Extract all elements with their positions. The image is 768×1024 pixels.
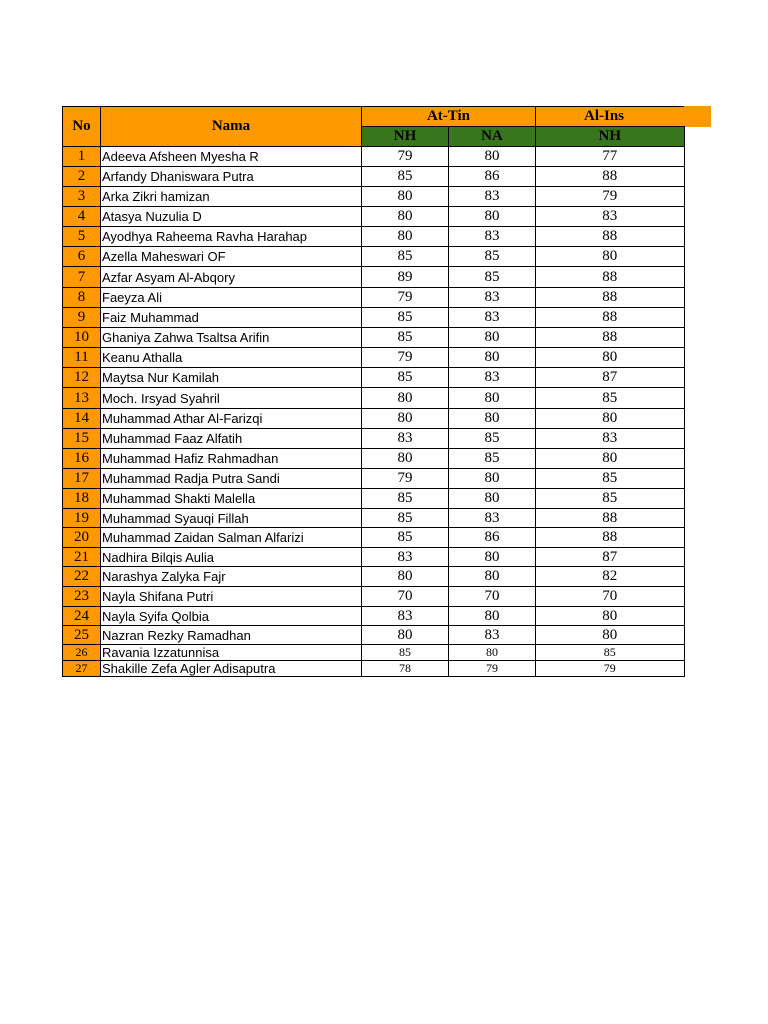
row-number[interactable]: 10 xyxy=(63,328,101,348)
table-row xyxy=(63,368,685,388)
score-at-tin-nh[interactable]: 79 xyxy=(362,348,449,368)
score-al-ins-nh[interactable]: 85 xyxy=(536,645,685,661)
student-name[interactable]: Muhammad Faaz Alfatih xyxy=(101,429,362,449)
score-al-ins-nh[interactable]: 79 xyxy=(536,661,685,677)
score-al-ins-nh[interactable]: 83 xyxy=(536,429,685,449)
student-name[interactable]: Atasya Nuzulia D xyxy=(101,207,362,227)
row-number[interactable]: 16 xyxy=(63,449,101,469)
header-row-top xyxy=(63,107,685,127)
student-name[interactable]: Arka Zikri hamizan xyxy=(101,187,362,207)
score-al-ins-nh[interactable]: 87 xyxy=(536,548,685,567)
student-name[interactable]: Nazran Rezky Ramadhan xyxy=(101,626,362,645)
row-number[interactable]: 1 xyxy=(63,147,101,167)
table-row xyxy=(63,147,685,167)
row-number[interactable]: 23 xyxy=(63,587,101,607)
score-at-tin-nh[interactable]: 78 xyxy=(362,661,449,677)
header-sub-nh[interactable]: NH xyxy=(362,127,449,147)
table-row xyxy=(63,328,685,348)
score-at-tin-nh[interactable]: 70 xyxy=(362,587,449,607)
score-at-tin-na[interactable]: 83 xyxy=(449,308,536,328)
score-at-tin-nh[interactable]: 80 xyxy=(362,187,449,207)
table-row xyxy=(63,267,685,288)
student-name[interactable]: Muhammad Zaidan Salman Alfarizi xyxy=(101,528,362,548)
score-at-tin-na[interactable]: 80 xyxy=(449,409,536,429)
score-al-ins-nh[interactable]: 70 xyxy=(536,587,685,607)
table-row xyxy=(63,227,685,247)
score-al-ins-nh[interactable]: 83 xyxy=(536,207,685,227)
row-number[interactable]: 7 xyxy=(63,267,101,288)
student-name[interactable]: Azella Maheswari OF xyxy=(101,247,362,267)
table-row xyxy=(63,207,685,227)
score-al-ins-nh[interactable]: 80 xyxy=(536,348,685,368)
score-at-tin-nh[interactable]: 80 xyxy=(362,409,449,429)
header-group-al-ins-label: Al-Ins xyxy=(584,108,625,124)
table-row xyxy=(63,247,685,267)
score-al-ins-nh[interactable]: 80 xyxy=(536,626,685,645)
student-name[interactable]: Narashya Zalyka Fajr xyxy=(101,567,362,587)
score-at-tin-nh[interactable]: 85 xyxy=(362,489,449,509)
table-row xyxy=(63,409,685,429)
score-at-tin-nh[interactable]: 80 xyxy=(362,626,449,645)
score-al-ins-nh[interactable]: 80 xyxy=(536,449,685,469)
student-name[interactable]: Muhammad Radja Putra Sandi xyxy=(101,469,362,489)
row-number[interactable]: 12 xyxy=(63,368,101,388)
score-at-tin-nh[interactable]: 83 xyxy=(362,548,449,567)
score-al-ins-nh[interactable]: 85 xyxy=(536,469,685,489)
score-at-tin-nh[interactable]: 85 xyxy=(362,328,449,348)
score-al-ins-nh[interactable]: 88 xyxy=(536,267,685,288)
score-at-tin-na[interactable]: 83 xyxy=(449,368,536,388)
row-number[interactable]: 17 xyxy=(63,469,101,489)
student-name[interactable]: Shakille Zefa Agler Adisaputra xyxy=(101,661,362,677)
header-no[interactable]: No xyxy=(63,107,101,147)
table-row xyxy=(63,587,685,607)
student-name[interactable]: Muhammad Syauqi Fillah xyxy=(101,509,362,528)
score-at-tin-nh[interactable]: 80 xyxy=(362,449,449,469)
score-al-ins-nh[interactable]: 85 xyxy=(536,388,685,409)
row-number[interactable]: 9 xyxy=(63,308,101,328)
score-at-tin-na[interactable]: 83 xyxy=(449,227,536,247)
row-number[interactable]: 2 xyxy=(63,167,101,187)
score-at-tin-na[interactable]: 83 xyxy=(449,187,536,207)
table-row xyxy=(63,528,685,548)
score-al-ins-nh[interactable]: 88 xyxy=(536,288,685,308)
score-at-tin-nh[interactable]: 85 xyxy=(362,368,449,388)
student-name[interactable]: Arfandy Dhaniswara Putra xyxy=(101,167,362,187)
row-number[interactable]: 24 xyxy=(63,607,101,626)
table-row xyxy=(63,288,685,308)
row-number[interactable]: 19 xyxy=(63,509,101,528)
score-at-tin-na[interactable]: 80 xyxy=(449,328,536,348)
student-name[interactable]: Ayodhya Raheema Ravha Harahap xyxy=(101,227,362,247)
score-at-tin-na[interactable]: 83 xyxy=(449,509,536,528)
student-name[interactable]: Azfar Asyam Al-Abqory xyxy=(101,267,362,288)
score-at-tin-na[interactable]: 80 xyxy=(449,645,536,661)
row-number[interactable]: 13 xyxy=(63,388,101,409)
score-at-tin-nh[interactable]: 85 xyxy=(362,645,449,661)
score-al-ins-nh[interactable]: 88 xyxy=(536,167,685,187)
row-number[interactable]: 27 xyxy=(63,661,101,677)
table-row xyxy=(63,429,685,449)
student-name[interactable]: Adeeva Afsheen Myesha R xyxy=(101,147,362,167)
score-al-ins-nh[interactable]: 80 xyxy=(536,607,685,626)
score-at-tin-nh[interactable]: 80 xyxy=(362,388,449,409)
score-at-tin-nh[interactable]: 80 xyxy=(362,207,449,227)
score-at-tin-nh[interactable]: 79 xyxy=(362,469,449,489)
score-al-ins-nh[interactable]: 87 xyxy=(536,368,685,388)
score-at-tin-na[interactable]: 85 xyxy=(449,267,536,288)
row-number[interactable]: 22 xyxy=(63,567,101,587)
score-al-ins-nh[interactable]: 80 xyxy=(536,409,685,429)
score-at-tin-na[interactable]: 79 xyxy=(449,661,536,677)
score-at-tin-na[interactable]: 83 xyxy=(449,288,536,308)
row-number[interactable]: 3 xyxy=(63,187,101,207)
score-at-tin-na[interactable]: 70 xyxy=(449,587,536,607)
score-at-tin-nh[interactable]: 85 xyxy=(362,247,449,267)
score-at-tin-na[interactable]: 80 xyxy=(449,388,536,409)
row-number[interactable]: 15 xyxy=(63,429,101,449)
student-name[interactable]: Faiz Muhammad xyxy=(101,308,362,328)
header-group-at-tin[interactable]: At-Tin xyxy=(362,107,536,127)
score-al-ins-nh[interactable]: 88 xyxy=(536,308,685,328)
score-at-tin-na[interactable]: 80 xyxy=(449,348,536,368)
score-al-ins-nh[interactable]: 88 xyxy=(536,328,685,348)
score-at-tin-nh[interactable]: 83 xyxy=(362,607,449,626)
score-at-tin-na[interactable]: 86 xyxy=(449,528,536,548)
student-name[interactable]: Keanu Athalla xyxy=(101,348,362,368)
table-row xyxy=(63,308,685,328)
score-at-tin-nh[interactable]: 85 xyxy=(362,509,449,528)
score-at-tin-na[interactable]: 80 xyxy=(449,469,536,489)
score-at-tin-na[interactable]: 80 xyxy=(449,147,536,167)
table-row xyxy=(63,567,685,587)
score-al-ins-nh[interactable]: 82 xyxy=(536,567,685,587)
score-at-tin-nh[interactable]: 85 xyxy=(362,308,449,328)
score-at-tin-nh[interactable]: 89 xyxy=(362,267,449,288)
table-header xyxy=(63,107,685,147)
student-name[interactable]: Nayla Shifana Putri xyxy=(101,587,362,607)
table-row xyxy=(63,509,685,528)
score-at-tin-na[interactable]: 85 xyxy=(449,449,536,469)
grade-table xyxy=(62,106,685,677)
score-at-tin-nh[interactable]: 85 xyxy=(362,528,449,548)
table-row xyxy=(63,548,685,567)
score-at-tin-nh[interactable]: 80 xyxy=(362,567,449,587)
row-number[interactable]: 25 xyxy=(63,626,101,645)
score-at-tin-nh[interactable]: 85 xyxy=(362,167,449,187)
student-name[interactable]: Moch. Irsyad Syahril xyxy=(101,388,362,409)
header-sub-nh-2[interactable]: NH xyxy=(536,127,685,147)
student-name[interactable]: Nadhira Bilqis Aulia xyxy=(101,548,362,567)
score-al-ins-nh[interactable]: 88 xyxy=(536,528,685,548)
table-row xyxy=(63,626,685,645)
score-al-ins-nh[interactable]: 88 xyxy=(536,509,685,528)
table-row xyxy=(63,449,685,469)
header-sub-na[interactable]: NA xyxy=(449,127,536,147)
table-row xyxy=(63,187,685,207)
score-al-ins-nh[interactable]: 88 xyxy=(536,227,685,247)
student-name[interactable]: Muhammad Hafiz Rahmadhan xyxy=(101,449,362,469)
row-number[interactable]: 18 xyxy=(63,489,101,509)
table-row xyxy=(63,469,685,489)
table-row xyxy=(63,607,685,626)
score-at-tin-nh[interactable]: 79 xyxy=(362,288,449,308)
row-number[interactable]: 26 xyxy=(63,645,101,661)
score-at-tin-na[interactable]: 80 xyxy=(449,567,536,587)
score-al-ins-nh[interactable]: 77 xyxy=(536,147,685,167)
score-at-tin-na[interactable]: 80 xyxy=(449,607,536,626)
score-at-tin-na[interactable]: 80 xyxy=(449,489,536,509)
header-nama[interactable]: Nama xyxy=(101,107,362,147)
row-number[interactable]: 5 xyxy=(63,227,101,247)
score-at-tin-na[interactable]: 83 xyxy=(449,626,536,645)
score-at-tin-nh[interactable]: 79 xyxy=(362,147,449,167)
student-name[interactable]: Muhammad Athar Al-Farizqi xyxy=(101,409,362,429)
score-at-tin-na[interactable]: 86 xyxy=(449,167,536,187)
table-row xyxy=(63,645,685,661)
score-at-tin-nh[interactable]: 83 xyxy=(362,429,449,449)
score-al-ins-nh[interactable]: 80 xyxy=(536,247,685,267)
header-group-al-ins[interactable] xyxy=(536,107,685,127)
student-name[interactable]: Maytsa Nur Kamilah xyxy=(101,368,362,388)
table-row xyxy=(63,661,685,677)
row-number[interactable]: 4 xyxy=(63,207,101,227)
student-name[interactable]: Ravania Izzatunnisa xyxy=(101,645,362,661)
row-number[interactable]: 14 xyxy=(63,409,101,429)
score-al-ins-nh[interactable]: 79 xyxy=(536,187,685,207)
row-number[interactable]: 6 xyxy=(63,247,101,267)
score-at-tin-na[interactable]: 85 xyxy=(449,429,536,449)
score-at-tin-na[interactable]: 80 xyxy=(449,207,536,227)
score-al-ins-nh[interactable]: 85 xyxy=(536,489,685,509)
table-row xyxy=(63,167,685,187)
student-name[interactable]: Faeyza Ali xyxy=(101,288,362,308)
table-body xyxy=(63,147,685,677)
table-row xyxy=(63,489,685,509)
student-name[interactable]: Ghaniya Zahwa Tsaltsa Arifin xyxy=(101,328,362,348)
student-name[interactable]: Muhammad Shakti Malella xyxy=(101,489,362,509)
score-at-tin-nh[interactable]: 80 xyxy=(362,227,449,247)
table-row xyxy=(63,388,685,409)
row-number[interactable]: 21 xyxy=(63,548,101,567)
row-number[interactable]: 20 xyxy=(63,528,101,548)
student-name[interactable]: Nayla Syifa Qolbia xyxy=(101,607,362,626)
row-number[interactable]: 8 xyxy=(63,288,101,308)
table-row xyxy=(63,348,685,368)
row-number[interactable]: 11 xyxy=(63,348,101,368)
score-at-tin-na[interactable]: 80 xyxy=(449,548,536,567)
score-at-tin-na[interactable]: 85 xyxy=(449,247,536,267)
